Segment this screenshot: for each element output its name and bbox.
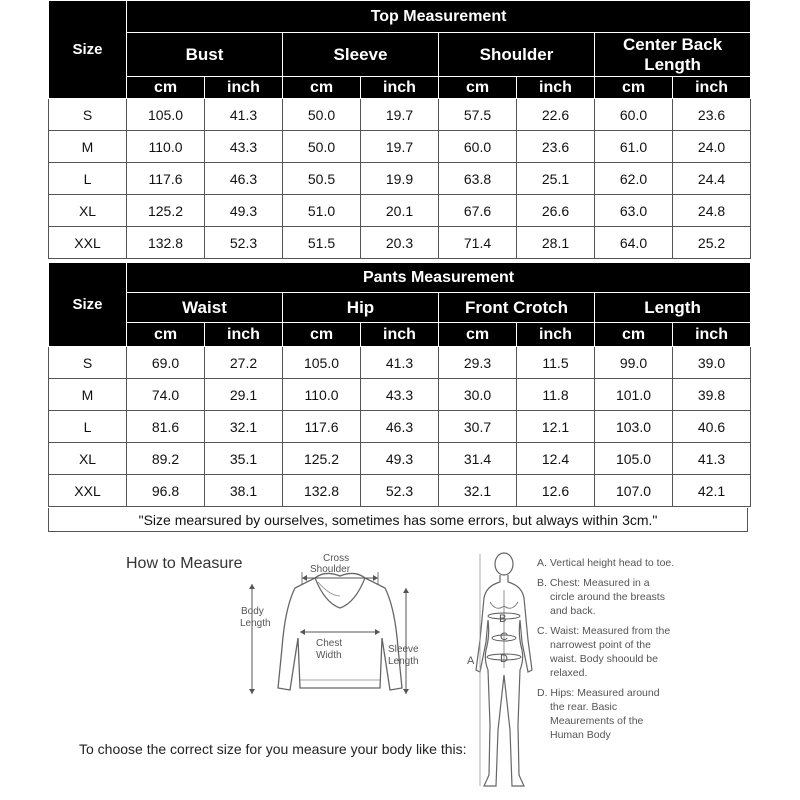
group-header: Waist bbox=[127, 293, 283, 323]
value-cell: 41.3 bbox=[205, 99, 283, 131]
value-cell: 61.0 bbox=[595, 131, 673, 163]
table-row bbox=[49, 195, 751, 227]
value-cell: 19.7 bbox=[361, 99, 439, 131]
group-header: Shoulder bbox=[439, 33, 595, 77]
value-cell: 20.3 bbox=[361, 227, 439, 259]
definition-d: D. Hips: Measured around the rear. Basic Meaurements of the Human Body bbox=[537, 687, 660, 741]
value-cell: 117.6 bbox=[127, 163, 205, 195]
value-cell: 57.5 bbox=[439, 99, 517, 131]
how-to-measure-title: How to Measure bbox=[126, 555, 243, 572]
value-cell: 12.1 bbox=[517, 411, 595, 443]
unit-header: inch bbox=[361, 77, 439, 99]
value-cell: 22.6 bbox=[517, 99, 595, 131]
body-length-label: Length bbox=[240, 618, 271, 629]
definition-c: C. Waist: Measured from the narrowest point of the waist. Body shoould be relaxed. bbox=[537, 625, 671, 679]
group-header: Length bbox=[595, 293, 751, 323]
unit-header: inch bbox=[673, 323, 751, 347]
value-cell: 23.6 bbox=[517, 131, 595, 163]
measurement-definitions bbox=[537, 556, 677, 748]
value-cell: 81.6 bbox=[127, 411, 205, 443]
size-cell: S bbox=[49, 347, 127, 379]
unit-header: inch bbox=[517, 77, 595, 99]
size-header: Size bbox=[49, 1, 127, 99]
top-table-body bbox=[49, 99, 751, 259]
value-cell: 25.2 bbox=[673, 227, 751, 259]
value-cell: 25.1 bbox=[517, 163, 595, 195]
size-cell: M bbox=[49, 379, 127, 411]
group-header: Center Back Length bbox=[595, 33, 751, 77]
value-cell: 40.6 bbox=[673, 411, 751, 443]
value-cell: 50.0 bbox=[283, 131, 361, 163]
top-measurement-table bbox=[48, 0, 751, 259]
letter-c: C bbox=[500, 631, 508, 643]
group-header: Sleeve bbox=[283, 33, 439, 77]
value-cell: 125.2 bbox=[283, 443, 361, 475]
value-cell: 41.3 bbox=[361, 347, 439, 379]
cross-shoulder-label: Cross bbox=[323, 553, 350, 564]
value-cell: 89.2 bbox=[127, 443, 205, 475]
value-cell: 60.0 bbox=[439, 131, 517, 163]
value-cell: 52.3 bbox=[205, 227, 283, 259]
value-cell: 19.7 bbox=[361, 131, 439, 163]
value-cell: 20.1 bbox=[361, 195, 439, 227]
choose-size-text: To choose the correct size for you measure your body like this: bbox=[79, 741, 467, 757]
value-cell: 32.1 bbox=[439, 475, 517, 507]
unit-row bbox=[49, 77, 751, 99]
definition-a: A. Vertical height head to toe. bbox=[537, 557, 675, 569]
unit-header: cm bbox=[595, 323, 673, 347]
value-cell: 96.8 bbox=[127, 475, 205, 507]
value-cell: 63.0 bbox=[595, 195, 673, 227]
unit-header: cm bbox=[439, 77, 517, 99]
unit-header: inch bbox=[205, 323, 283, 347]
size-cell: XL bbox=[49, 443, 127, 475]
value-cell: 24.8 bbox=[673, 195, 751, 227]
letter-d: D bbox=[500, 653, 508, 665]
value-cell: 28.1 bbox=[517, 227, 595, 259]
unit-header: inch bbox=[673, 77, 751, 99]
definition-b: B. Chest: Measured in a circle around the breasts and back. bbox=[537, 577, 665, 617]
unit-header: cm bbox=[283, 323, 361, 347]
value-cell: 26.6 bbox=[517, 195, 595, 227]
value-cell: 101.0 bbox=[595, 379, 673, 411]
unit-header: inch bbox=[205, 77, 283, 99]
table-row bbox=[49, 411, 751, 443]
value-cell: 24.4 bbox=[673, 163, 751, 195]
value-cell: 105.0 bbox=[127, 99, 205, 131]
value-cell: 12.4 bbox=[517, 443, 595, 475]
value-cell: 64.0 bbox=[595, 227, 673, 259]
garment-diagram bbox=[230, 548, 460, 708]
sleeve-length-label: Length bbox=[388, 656, 419, 667]
value-cell: 31.4 bbox=[439, 443, 517, 475]
chest-width-label: Width bbox=[316, 650, 342, 661]
measurement-note: "Size mearsured by ourselves, sometimes has some errors, but always within 3cm." bbox=[48, 508, 748, 532]
value-cell: 19.9 bbox=[361, 163, 439, 195]
value-cell: 105.0 bbox=[595, 443, 673, 475]
table-row bbox=[49, 131, 751, 163]
value-cell: 99.0 bbox=[595, 347, 673, 379]
unit-header: cm bbox=[595, 77, 673, 99]
value-cell: 63.8 bbox=[439, 163, 517, 195]
value-cell: 43.3 bbox=[361, 379, 439, 411]
value-cell: 41.3 bbox=[673, 443, 751, 475]
table-row bbox=[49, 347, 751, 379]
value-cell: 49.3 bbox=[361, 443, 439, 475]
value-cell: 39.8 bbox=[673, 379, 751, 411]
value-cell: 35.1 bbox=[205, 443, 283, 475]
size-cell: XXL bbox=[49, 227, 127, 259]
group-header: Hip bbox=[283, 293, 439, 323]
value-cell: 60.0 bbox=[595, 99, 673, 131]
value-cell: 50.5 bbox=[283, 163, 361, 195]
value-cell: 49.3 bbox=[205, 195, 283, 227]
size-cell: S bbox=[49, 99, 127, 131]
value-cell: 43.3 bbox=[205, 131, 283, 163]
value-cell: 30.0 bbox=[439, 379, 517, 411]
table-row bbox=[49, 163, 751, 195]
value-cell: 117.6 bbox=[283, 411, 361, 443]
unit-header: cm bbox=[127, 77, 205, 99]
value-cell: 67.6 bbox=[439, 195, 517, 227]
size-header: Size bbox=[49, 263, 127, 347]
value-cell: 74.0 bbox=[127, 379, 205, 411]
value-cell: 103.0 bbox=[595, 411, 673, 443]
value-cell: 11.8 bbox=[517, 379, 595, 411]
head-outline bbox=[495, 553, 513, 575]
neckline bbox=[315, 578, 365, 608]
value-cell: 39.0 bbox=[673, 347, 751, 379]
value-cell: 107.0 bbox=[595, 475, 673, 507]
size-cell: XXL bbox=[49, 475, 127, 507]
value-cell: 71.4 bbox=[439, 227, 517, 259]
table-row bbox=[49, 99, 751, 131]
value-cell: 29.1 bbox=[205, 379, 283, 411]
unit-header: inch bbox=[517, 323, 595, 347]
value-cell: 50.0 bbox=[283, 99, 361, 131]
value-cell: 125.2 bbox=[127, 195, 205, 227]
value-cell: 69.0 bbox=[127, 347, 205, 379]
value-cell: 12.6 bbox=[517, 475, 595, 507]
chest-width-label: Chest bbox=[316, 638, 343, 649]
table-row bbox=[49, 379, 751, 411]
value-cell: 105.0 bbox=[283, 347, 361, 379]
value-cell: 11.5 bbox=[517, 347, 595, 379]
value-cell: 24.0 bbox=[673, 131, 751, 163]
size-cell: L bbox=[49, 163, 127, 195]
group-header: Bust bbox=[127, 33, 283, 77]
letter-a: A bbox=[467, 655, 475, 667]
value-cell: 29.3 bbox=[439, 347, 517, 379]
sleeve-length-label: Sleeve bbox=[388, 644, 419, 655]
value-cell: 32.1 bbox=[205, 411, 283, 443]
pants-table-body bbox=[49, 347, 751, 507]
value-cell: 38.1 bbox=[205, 475, 283, 507]
value-cell: 51.5 bbox=[283, 227, 361, 259]
value-cell: 30.7 bbox=[439, 411, 517, 443]
value-cell: 23.6 bbox=[673, 99, 751, 131]
value-cell: 42.1 bbox=[673, 475, 751, 507]
value-cell: 132.8 bbox=[283, 475, 361, 507]
size-cell: L bbox=[49, 411, 127, 443]
value-cell: 51.0 bbox=[283, 195, 361, 227]
size-cell: XL bbox=[49, 195, 127, 227]
table-title: Top Measurement bbox=[127, 1, 751, 33]
unit-row bbox=[49, 323, 751, 347]
group-header: Front Crotch bbox=[439, 293, 595, 323]
table-row bbox=[49, 443, 751, 475]
cross-shoulder-label: Shoulder bbox=[310, 564, 351, 575]
value-cell: 46.3 bbox=[205, 163, 283, 195]
body-diagram bbox=[462, 550, 534, 796]
table-row bbox=[49, 227, 751, 259]
unit-header: inch bbox=[361, 323, 439, 347]
table-row bbox=[49, 475, 751, 507]
size-cell: M bbox=[49, 131, 127, 163]
value-cell: 110.0 bbox=[127, 131, 205, 163]
unit-header: cm bbox=[127, 323, 205, 347]
value-cell: 132.8 bbox=[127, 227, 205, 259]
value-cell: 52.3 bbox=[361, 475, 439, 507]
unit-header: cm bbox=[283, 77, 361, 99]
value-cell: 110.0 bbox=[283, 379, 361, 411]
pants-measurement-table bbox=[48, 262, 751, 507]
body-length-label: Body bbox=[241, 606, 264, 617]
table-title: Pants Measurement bbox=[127, 263, 751, 293]
letter-b: B bbox=[499, 613, 507, 625]
unit-header: cm bbox=[439, 323, 517, 347]
value-cell: 27.2 bbox=[205, 347, 283, 379]
value-cell: 62.0 bbox=[595, 163, 673, 195]
value-cell: 46.3 bbox=[361, 411, 439, 443]
